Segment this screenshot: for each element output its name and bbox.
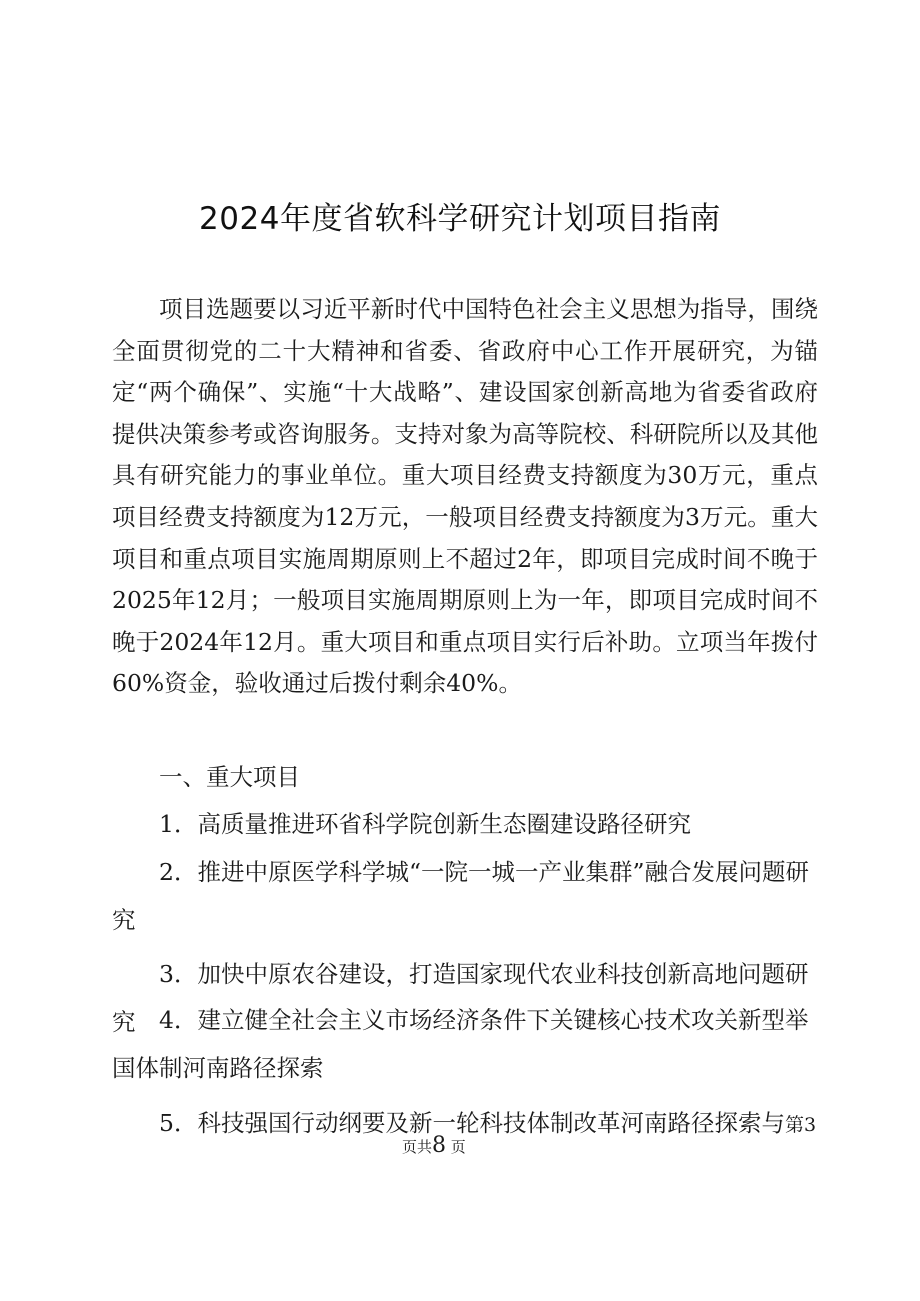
footer-page-count: 8: [432, 1133, 447, 1158]
page-title: 2024年度省软科学研究计划项目指南: [199, 201, 721, 237]
intro-paragraph: 项目选题要以习近平新时代中国特色社会主义思想为指导，围绕全面贯彻党的二十大精神和省委、省政府中心工作开展研究，为锚定“两个确保”、实施“十大战略”、建设国家创新高地为省委省政府提供决策参考或咨询服务。支持对象为高等院校、科研院所以及其他具有研究能力的事业单位。重大项目经费支持额度为30万元，重点项目经费支持额度为12万元，一般项目经费支持额度为3万元。重大项目和重点项目实施周期原则上不超过2年，即项目完成时间不晚于2025年12月；一般项目实施周期原则上为一年，即项目完成时间不晚于2024年12月。重大项目和重点项目实行后补助。立项当年拨付60%资金，验收通过后拨付剩余40%。: [112, 295, 818, 698]
list-item: 1．高质量推进环省科学院创新生态圈建设路径研究: [159, 810, 691, 838]
list-item-text: 5．科技强国行动纲要及新一轮科技体制改革河南路径探索与: [159, 1109, 785, 1137]
list-item: 2．推进中原医学科学城“一院一城一产业集群”融合发展问题研究: [112, 858, 809, 934]
footer-prefix: 页共: [402, 1138, 433, 1156]
list-item: 4．建立健全社会主义市场经济条件下关键核心技术攻关新型举国体制河南路径探索: [112, 1006, 809, 1082]
page-footer: [402, 1133, 466, 1158]
section-heading: 一、重大项目: [159, 763, 300, 791]
page-number-fragment: 第3: [784, 1114, 817, 1136]
list-item: 3．加快中原农谷建设，打造国家现代农业科技创新高地问题研究: [112, 960, 809, 1036]
footer-suffix: 页: [446, 1138, 466, 1156]
